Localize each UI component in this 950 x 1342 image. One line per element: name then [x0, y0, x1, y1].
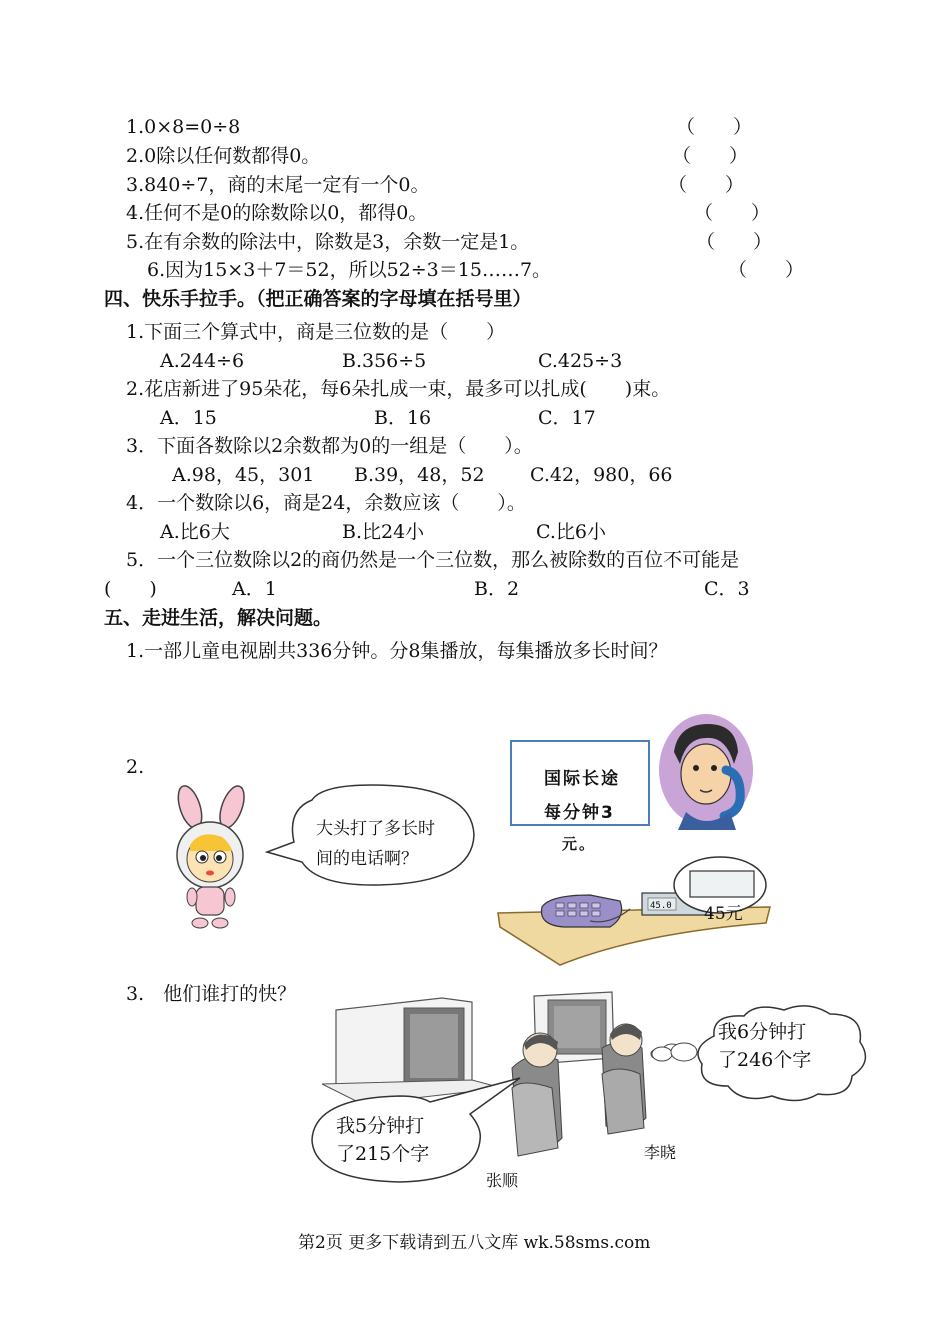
section5-title: 五、走进生活，解决问题。 [104, 607, 333, 629]
page-footer: 第2页 更多下载请到五八文库 wk.58sms.com [298, 1233, 651, 1253]
s4-q4-option-c: C.比6小 [536, 521, 606, 543]
man-on-phone-illustration [656, 712, 756, 830]
s4-q1-option-a: A.244÷6 [160, 350, 245, 372]
sign-line1: 国际长途 [544, 769, 620, 789]
s5-q2-label: 2. [126, 756, 145, 778]
s4-q2-option-b: B．16 [374, 407, 432, 429]
answer-paren[interactable]: （ ） [694, 202, 771, 224]
meter-small-readout: 45.0 [650, 901, 672, 911]
bubble-right-line2: 了246个字 [718, 1049, 812, 1071]
bubble-left-line2: 了215个字 [336, 1143, 430, 1165]
bubble-right-line1: 我6分钟打 [718, 1021, 807, 1043]
judge-text: 2.0除以任何数都得0。 [126, 145, 321, 167]
s4-q3-option-b: B.39，48，52 [354, 464, 485, 486]
judge-text: 6.因为15×3＋7＝52，所以52÷3＝15……7。 [147, 259, 552, 281]
answer-paren[interactable]: ( ) [104, 578, 157, 600]
rabbit-character-illustration [160, 785, 260, 935]
s4-q5-text: 5．一个三位数除以2的商仍然是一个三位数，那么被除数的百位不可能是 [126, 549, 740, 571]
answer-paren[interactable]: （ ） [728, 259, 805, 281]
s4-q5-option-b: B．2 [474, 578, 520, 600]
s4-q1-option-b: B.356÷5 [342, 350, 427, 372]
answer-paren[interactable]: （ ） [672, 145, 749, 167]
s4-q2-option-a: A．15 [160, 407, 217, 429]
meter-display-readout: 45元 [704, 904, 743, 924]
sign-line2: 每分钟3 [544, 803, 615, 823]
answer-paren[interactable]: （ ） [696, 231, 773, 253]
judge-text: 3.840÷7，商的末尾一定有一个0。 [126, 174, 430, 196]
s4-q1-option-c: C.425÷3 [538, 350, 623, 372]
s4-q1-text: 1.下面三个算式中，商是三位数的是（ ） [126, 321, 506, 343]
bubble-q2-line2: 间的电话啊？ [316, 849, 418, 869]
name-zhangshun: 张顺 [486, 1171, 519, 1190]
s4-q2-option-c: C．17 [538, 407, 596, 429]
answer-paren[interactable]: （ ） [668, 174, 745, 196]
s4-q3-option-a: A.98，45，301 [172, 464, 315, 486]
s4-q3-text: 3．下面各数除以2余数都为0的一组是（ ）。 [126, 435, 533, 457]
s5-q3-label: 3. 他们谁打的快？ [126, 983, 297, 1005]
answer-paren[interactable]: （ ） [676, 116, 753, 138]
s4-q3-option-c: C.42，980，66 [530, 464, 673, 486]
s4-q4-text: 4．一个数除以6，商是24，余数应该（ ）。 [126, 492, 526, 514]
judge-text: 5.在有余数的除法中，除数是3，余数一定是1。 [126, 231, 530, 253]
s5-q1-text: 1.一部儿童电视剧共336分钟。分8集播放，每集播放多长时间？ [126, 640, 668, 662]
judge-text: 1.0×8=0÷8 [126, 116, 241, 138]
section4-title: 四、快乐手拉手。（把正确答案的字母填在括号里） [104, 288, 532, 310]
s4-q4-option-a: A.比6大 [160, 521, 230, 543]
name-lixiao: 李晓 [644, 1143, 677, 1162]
sign-tail: 元。 [562, 835, 597, 853]
bubble-left-line1: 我5分钟打 [336, 1115, 425, 1137]
bubble-q2-line1: 大头打了多长时 [316, 819, 435, 839]
s4-q5-option-a: A．1 [232, 578, 277, 600]
international-call-sign [510, 740, 650, 826]
s4-q4-option-b: B.比24小 [342, 521, 425, 543]
s4-q5-option-c: C．3 [704, 578, 750, 600]
judge-text: 4.任何不是0的除数除以0，都得0。 [126, 202, 428, 224]
s4-q2-text: 2.花店新进了95朵花，每6朵扎成一束，最多可以扎成( )束。 [126, 378, 671, 400]
